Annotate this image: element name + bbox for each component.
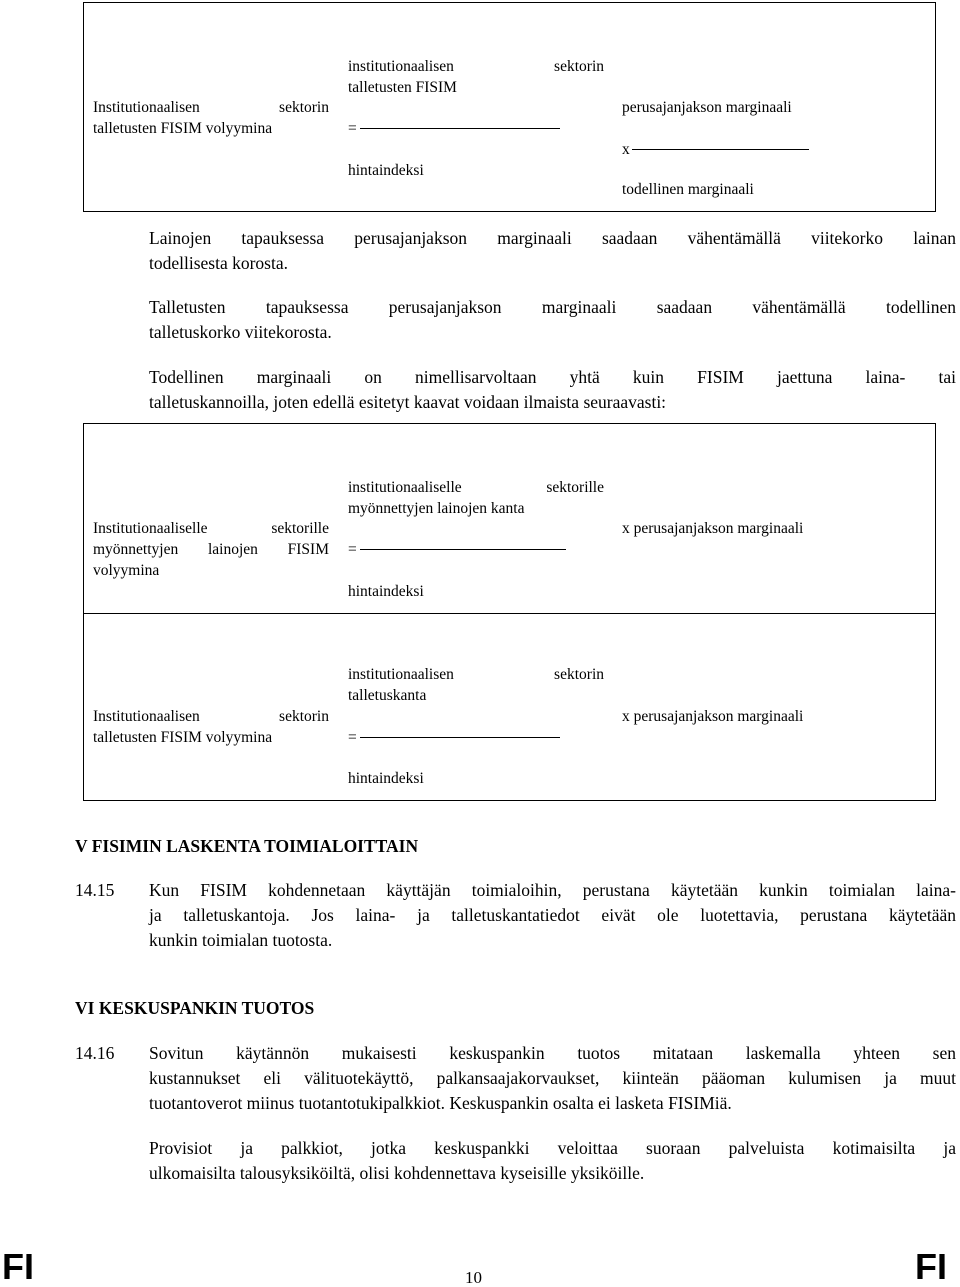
formula2-denominator: hintaindeksi	[348, 583, 424, 600]
formula2-lhs-line3: volyymina	[93, 562, 160, 579]
footer-language-mark-right: FI	[915, 1246, 947, 1287]
formula3-denominator: hintaindeksi	[348, 770, 424, 787]
formula2-lhs-line1: Institutionaaliselle sektorille	[93, 520, 329, 537]
paragraph-number-14-15: 14.15	[75, 880, 115, 900]
paragraph-14-16	[149, 1041, 956, 1116]
formula1-ratio-numerator: perusajanjakson marginaali	[622, 99, 792, 116]
paragraph-commissions-line2: ulkomaisilta talousyksiköiltä, olisi kohdennettava kyseisille yksiköille.	[149, 1163, 645, 1183]
footer-language-mark-left: FI	[2, 1246, 34, 1287]
formula3-equals: =	[348, 729, 357, 746]
formula1-equals: =	[348, 120, 357, 137]
formula1-lhs-line2: talletusten FISIM volyymina	[93, 120, 273, 137]
formula3-numerator-line2: talletuskanta	[348, 687, 427, 704]
paragraph-14-15-line3: kunkin toimialan tuotosta.	[149, 930, 333, 950]
formula2-numerator-line1: institutionaaliselle sektorille	[348, 479, 604, 496]
paragraph-14-15-line1: Kun FISIM kohdennetaan käyttäjän toimialoihin, perustana käytetään kunkin toimialan laina-	[149, 880, 956, 900]
paragraph-14-16-line3: tuotantoverot miinus tuotantotukipalkkiot. Keskuspankin osalta ei lasketa FISIMiä.	[149, 1093, 732, 1113]
formula1-fraction-line	[360, 128, 560, 129]
formula3-fraction-line	[360, 737, 560, 738]
paragraph-commissions	[149, 1136, 956, 1186]
formula1-numerator-line2: talletusten FISIM	[348, 79, 457, 96]
section-heading-v: V FISIMIN LASKENTA TOIMIALOITTAIN	[75, 836, 419, 856]
formula1-denominator: hintaindeksi	[348, 162, 424, 179]
paragraph-actual-margin	[149, 365, 956, 415]
formula3-lhs-line2: talletusten FISIM volyymina	[93, 729, 273, 746]
paragraph-loans-line1: Lainojen tapauksessa perusajanjakson marginaali saadaan vähentämällä viitekorko lainan	[149, 228, 956, 248]
paragraph-14-15-line2: ja talletuskantoja. Jos laina- ja talletuskantatiedot eivät ole luotettavia, perustana käytetään	[149, 905, 956, 925]
formula1-times: x	[622, 141, 630, 158]
formula2-numerator-line2: myönnettyjen lainojen kanta	[348, 500, 525, 517]
paragraph-14-15	[149, 878, 956, 953]
formula3-lhs-line1: Institutionaalisen sektorin	[93, 708, 329, 725]
paragraph-actual-margin-line2: talletuskannoilla, joten edellä esitetyt kaavat voidaan ilmaista seuraavasti:	[149, 392, 667, 412]
paragraph-deposits	[149, 295, 956, 345]
formula3-numerator-line1: institutionaalisen sektorin	[348, 666, 604, 683]
page-number: 10	[465, 1268, 482, 1287]
paragraph-actual-margin-line1: Todellinen marginaali on nimellisarvoltaan yhtä kuin FISIM jaettuna laina- tai	[149, 367, 956, 387]
formula1-numerator-line1: institutionaalisen sektorin	[348, 58, 604, 75]
paragraph-deposits-line1: Talletusten tapauksessa perusajanjakson marginaali saadaan vähentämällä todellinen	[149, 297, 956, 317]
paragraph-deposits-line2: talletuskorko viitekorosta.	[149, 322, 332, 342]
formula1-lhs-line1: Institutionaalisen sektorin	[93, 99, 329, 116]
formula2-fraction-line	[360, 549, 566, 550]
formula2-lhs-line2: myönnettyjen lainojen FISIM	[93, 541, 329, 558]
formula2-equals: =	[348, 541, 357, 558]
formula3-factor: x perusajanjakson marginaali	[622, 708, 804, 725]
paragraph-number-14-16: 14.16	[75, 1043, 115, 1063]
formula1-ratio-line	[632, 149, 809, 150]
paragraph-loans-line2: todellisesta korosta.	[149, 253, 289, 273]
paragraph-loans	[149, 226, 956, 276]
section-heading-vi: VI KESKUSPANKIN TUOTOS	[75, 998, 315, 1018]
paragraph-14-16-line2: kustannukset eli välituotekäyttö, palkansaajakorvaukset, kiinteän pääoman kulumisen ja muut	[149, 1068, 956, 1088]
paragraph-14-16-line1: Sovitun käytännön mukaisesti keskuspankin tuotos mitataan laskemalla yhteen sen	[149, 1043, 956, 1063]
formula2-factor: x perusajanjakson marginaali	[622, 520, 804, 537]
formula1-ratio-denominator: todellinen marginaali	[622, 181, 754, 198]
paragraph-commissions-line1: Provisiot ja palkkiot, jotka keskuspankki veloittaa suoraan palveluista kotimaisilta ja	[149, 1138, 956, 1158]
